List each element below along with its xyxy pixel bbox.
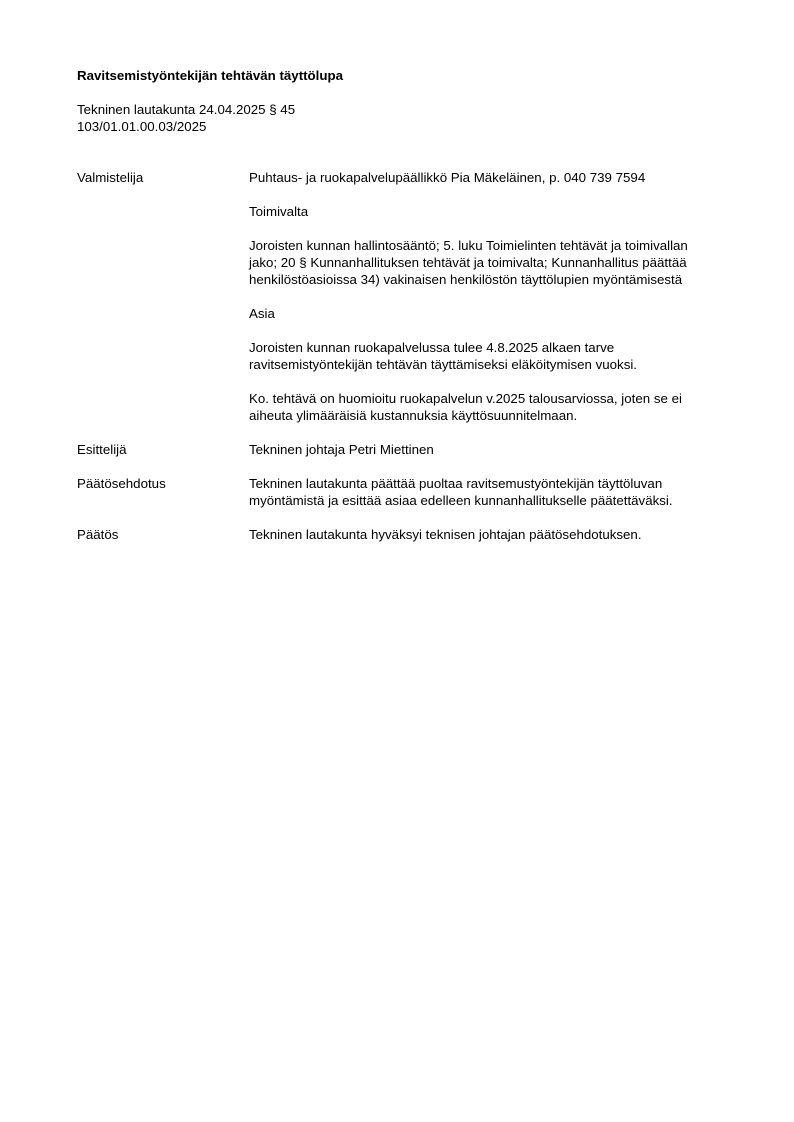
- meeting-info: [77, 101, 737, 135]
- section-valmistelija: [77, 169, 737, 424]
- presenter-line: Tekninen johtaja Petri Miettinen: [249, 442, 434, 457]
- preparer-line: Puhtaus- ja ruokapalvelupäällikkö Pia Mäkeläinen, p. 040 739 7594: [249, 170, 646, 185]
- section-esittelija: [77, 441, 737, 458]
- section-content-paatosehdotus: [249, 475, 737, 509]
- asia-text-line: ravitsemistyöntekijän tehtävän täyttämiseksi eläköitymisen vuoksi.: [249, 357, 637, 372]
- meeting-line: Tekninen lautakunta 24.04.2025 § 45: [77, 102, 296, 117]
- document-page: [77, 67, 737, 543]
- section-paatos: [77, 526, 737, 543]
- section-content-paatos: [249, 526, 737, 543]
- toimivalta-text-line: jako; 20 § Kunnanhallituksen tehtävät ja toimivalta; Kunnanhallitus päättää: [249, 255, 687, 270]
- toimivalta-text-line: Joroisten kunnan hallintosääntö; 5. luku Toimielinten tehtävät ja toimivallan: [249, 238, 688, 253]
- section-label-paatos: Päätös: [77, 527, 119, 542]
- proposal-text-line: myöntämistä ja esittää asiaa edelleen kunnanhallitukselle päätettäväksi.: [249, 493, 673, 508]
- asia-text-line: Joroisten kunnan ruokapalvelussa tulee 4.8.2025 alkaen tarve: [249, 340, 615, 355]
- record-number: 103/01.01.00.03/2025: [77, 119, 207, 134]
- section-label-esittelija: Esittelijä: [77, 442, 127, 457]
- proposal-text-line: Tekninen lautakunta päättää puoltaa ravitsemustyöntekijän täyttöluvan: [249, 476, 663, 491]
- section-label-valmistelija: Valmistelija: [77, 170, 144, 185]
- asia-text-line: aiheuta ylimääräisiä kustannuksia käyttösuunnitelmaan.: [249, 408, 578, 423]
- toimivalta-heading: Toimivalta: [249, 204, 309, 219]
- decision-line: Tekninen lautakunta hyväksyi teknisen johtajan päätösehdotuksen.: [249, 527, 642, 542]
- section-content-esittelija: [249, 441, 737, 458]
- asia-text-line: Ko. tehtävä on huomioitu ruokapalvelun v.2025 talousarviossa, joten se ei: [249, 391, 682, 406]
- section-paatosehdotus: [77, 475, 737, 509]
- section-label-paatosehdotus: Päätösehdotus: [77, 476, 166, 491]
- asia-heading: Asia: [249, 306, 275, 321]
- document-title: Ravitsemistyöntekijän tehtävän täyttölupa: [77, 68, 344, 83]
- section-content-valmistelija: [249, 169, 737, 424]
- toimivalta-text-line: henkilöstöasioissa 34) vakinaisen henkilöstön täyttölupien myöntämisestä: [249, 272, 683, 287]
